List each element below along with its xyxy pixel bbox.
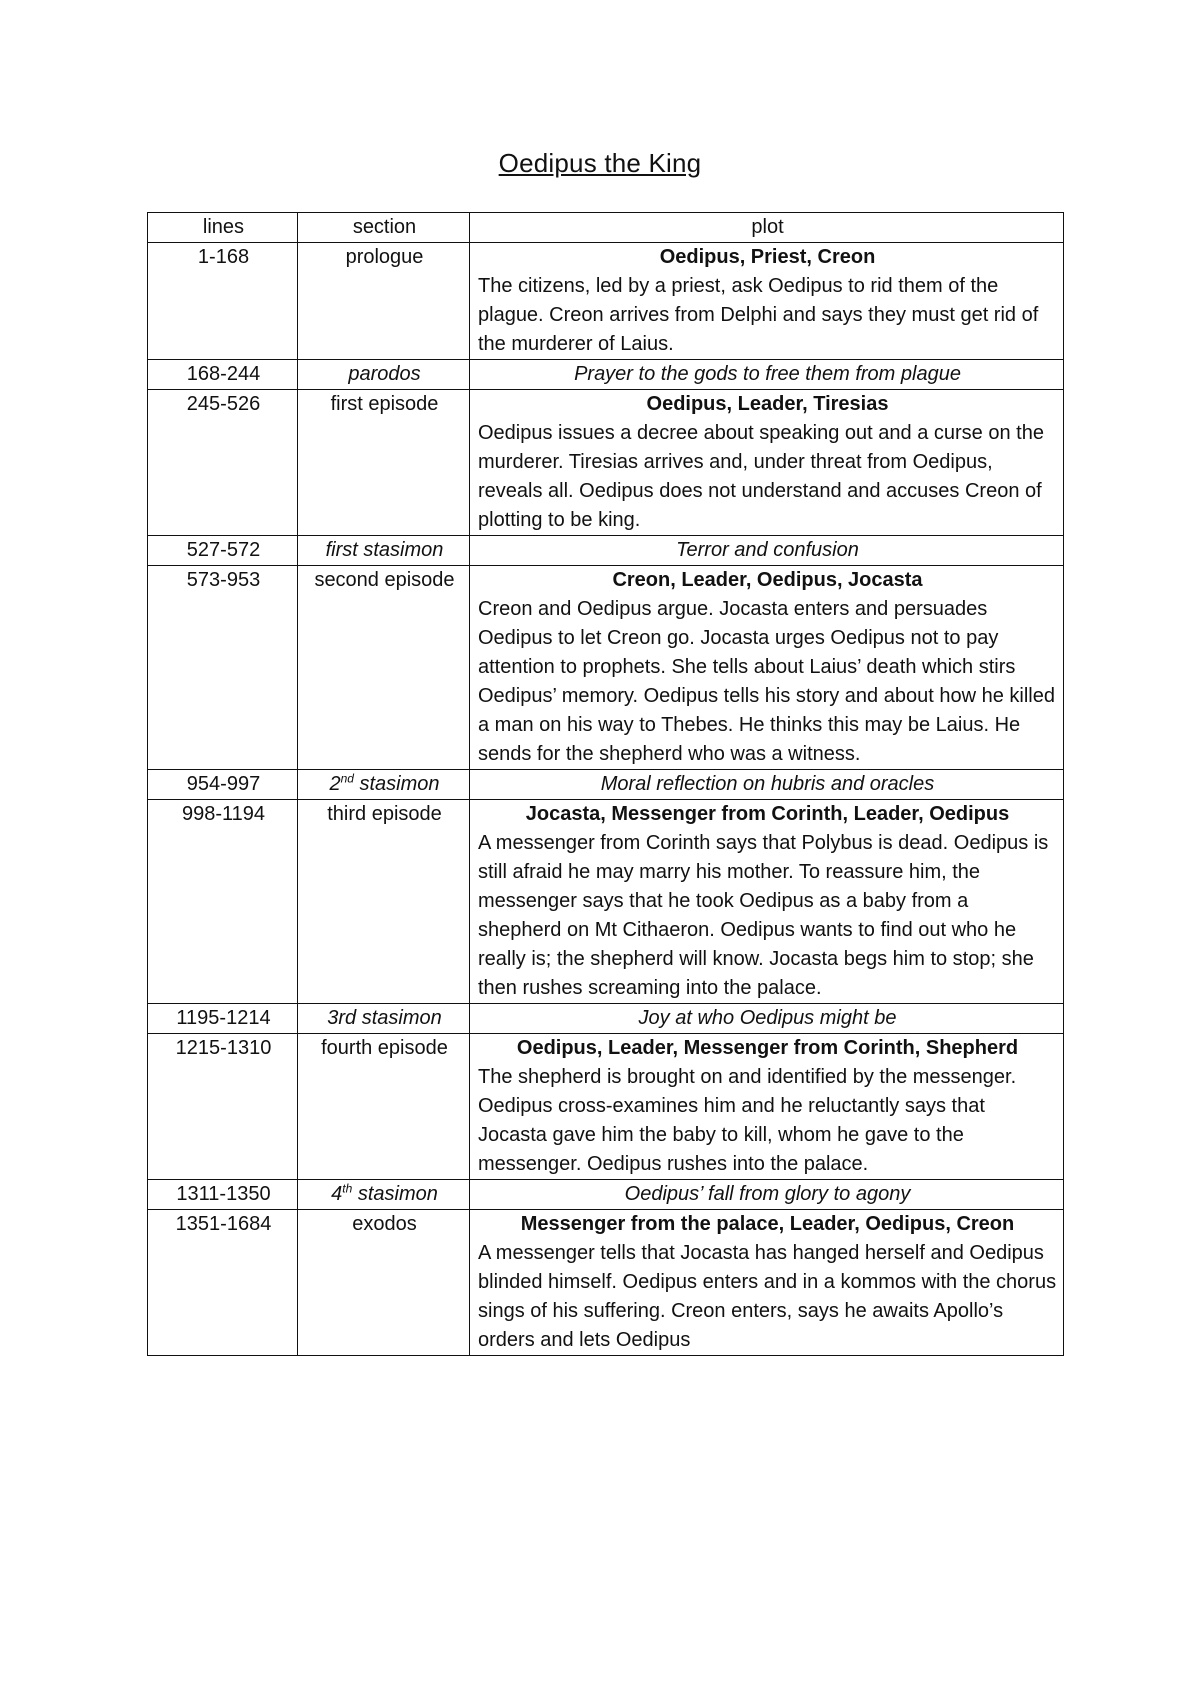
section-cell: first stasimon bbox=[298, 536, 470, 566]
lines-cell: 1-168 bbox=[148, 243, 298, 360]
lines-cell: 998-1194 bbox=[148, 800, 298, 1004]
characters: Jocasta, Messenger from Corinth, Leader, Oedipus bbox=[525, 803, 1010, 825]
section-cell: fourth episode bbox=[298, 1034, 470, 1180]
plot-description: The citizens, led by a priest, ask Oedipus to rid them of the plague. Creon arrives from Delphi and says they must get rid of the murderer of Laius. bbox=[478, 275, 1039, 355]
characters: Creon, Leader, Oedipus, Jocasta bbox=[612, 569, 923, 591]
section-cell bbox=[298, 770, 470, 800]
lines-cell: 245-526 bbox=[148, 390, 298, 536]
header-plot: plot bbox=[470, 213, 1064, 243]
section-cell: prologue bbox=[298, 243, 470, 360]
table-header-row bbox=[148, 213, 1064, 243]
header-lines: lines bbox=[148, 213, 298, 243]
characters: Oedipus, Leader, Tiresias bbox=[646, 393, 889, 415]
plot-description: Oedipus issues a decree about speaking out and a curse on the murderer. Tiresias arrives and, under threat from Oedipus, reveals all. Oedipus does not understand and accuses Creon of plotting to be king. bbox=[478, 422, 1044, 531]
section-word: stasimon bbox=[353, 773, 440, 795]
plot-table bbox=[147, 212, 1064, 1356]
section-word: stasimon bbox=[352, 1183, 438, 1205]
section-number: 4 bbox=[331, 1183, 343, 1205]
plot-summary: Moral reflection on hubris and oracles bbox=[470, 770, 1064, 800]
table-row bbox=[148, 770, 1064, 800]
characters: Oedipus, Leader, Messenger from Corinth, Shepherd bbox=[516, 1037, 1019, 1059]
plot-description: The shepherd is brought on and identified by the messenger. Oedipus cross-examines him and he reluctantly says that Jocasta gave him the baby to kill, whom he gave to the messenger. Oedipus rushes into the palace. bbox=[478, 1066, 1017, 1175]
section-ordinal-suffix: nd bbox=[340, 771, 354, 786]
section-number: 2 bbox=[329, 773, 341, 795]
characters: Oedipus, Priest, Creon bbox=[659, 246, 876, 268]
lines-cell: 527-572 bbox=[148, 536, 298, 566]
section-cell: 3rd stasimon bbox=[298, 1004, 470, 1034]
lines-cell: 1351-1684 bbox=[148, 1210, 298, 1356]
plot-cell bbox=[470, 243, 1064, 360]
table-row bbox=[148, 1210, 1064, 1356]
lines-cell: 1311-1350 bbox=[148, 1180, 298, 1210]
plot-cell bbox=[470, 390, 1064, 536]
plot-description: A messenger from Corinth says that Polybus is dead. Oedipus is still afraid he may marry his mother. To reassure him, the messenger says that he took Oedipus as a baby from a shepherd on Mt Cithaeron. Oedipus wants to find out who he really is; the shepherd will know. Jocasta begs him to stop; she then rushes screaming into the palace. bbox=[478, 832, 1049, 999]
lines-cell: 573-953 bbox=[148, 566, 298, 770]
plot-summary: Terror and confusion bbox=[470, 536, 1064, 566]
section-cell: second episode bbox=[298, 566, 470, 770]
lines-cell: 168-244 bbox=[148, 360, 298, 390]
table-row bbox=[148, 390, 1064, 536]
plot-summary: Joy at who Oedipus might be bbox=[470, 1004, 1064, 1034]
plot-cell bbox=[470, 1034, 1064, 1180]
table-row bbox=[148, 243, 1064, 360]
section-ordinal-suffix: th bbox=[342, 1181, 353, 1196]
section-cell: third episode bbox=[298, 800, 470, 1004]
section-cell: parodos bbox=[298, 360, 470, 390]
plot-description: Creon and Oedipus argue. Jocasta enters and persuades Oedipus to let Creon go. Jocasta urges Oedipus not to pay attention to prophets. She tells about Laius’ death which stirs Oedipus’ memory. Oedipus tells his story and about how he killed a man on his way to Thebes. He thinks this may be Laius. He sends for the shepherd who was a witness. bbox=[478, 598, 1055, 765]
plot-summary: Oedipus’ fall from glory to agony bbox=[470, 1180, 1064, 1210]
section-cell bbox=[298, 1180, 470, 1210]
plot-cell bbox=[470, 800, 1064, 1004]
characters: Messenger from the palace, Leader, Oedipus, Creon bbox=[520, 1213, 1015, 1235]
section-cell: exodos bbox=[298, 1210, 470, 1356]
table-row bbox=[148, 536, 1064, 566]
header-section: section bbox=[298, 213, 470, 243]
plot-cell bbox=[470, 1210, 1064, 1356]
table-row bbox=[148, 1004, 1064, 1034]
table-row bbox=[148, 1180, 1064, 1210]
plot-cell bbox=[470, 566, 1064, 770]
lines-cell: 954-997 bbox=[148, 770, 298, 800]
table-row bbox=[148, 1034, 1064, 1180]
table-row bbox=[148, 566, 1064, 770]
plot-summary: Prayer to the gods to free them from plague bbox=[470, 360, 1064, 390]
lines-cell: 1195-1214 bbox=[148, 1004, 298, 1034]
lines-cell: 1215-1310 bbox=[148, 1034, 298, 1180]
table-row bbox=[148, 800, 1064, 1004]
page-title: Oedipus the King bbox=[498, 148, 702, 178]
table-row bbox=[148, 360, 1064, 390]
section-cell: first episode bbox=[298, 390, 470, 536]
plot-description: A messenger tells that Jocasta has hanged herself and Oedipus blinded himself. Oedipus enters and in a kommos with the chorus sings of his suffering. Creon enters, says he awaits Apollo’s orders and lets Oedipus bbox=[478, 1242, 1057, 1351]
